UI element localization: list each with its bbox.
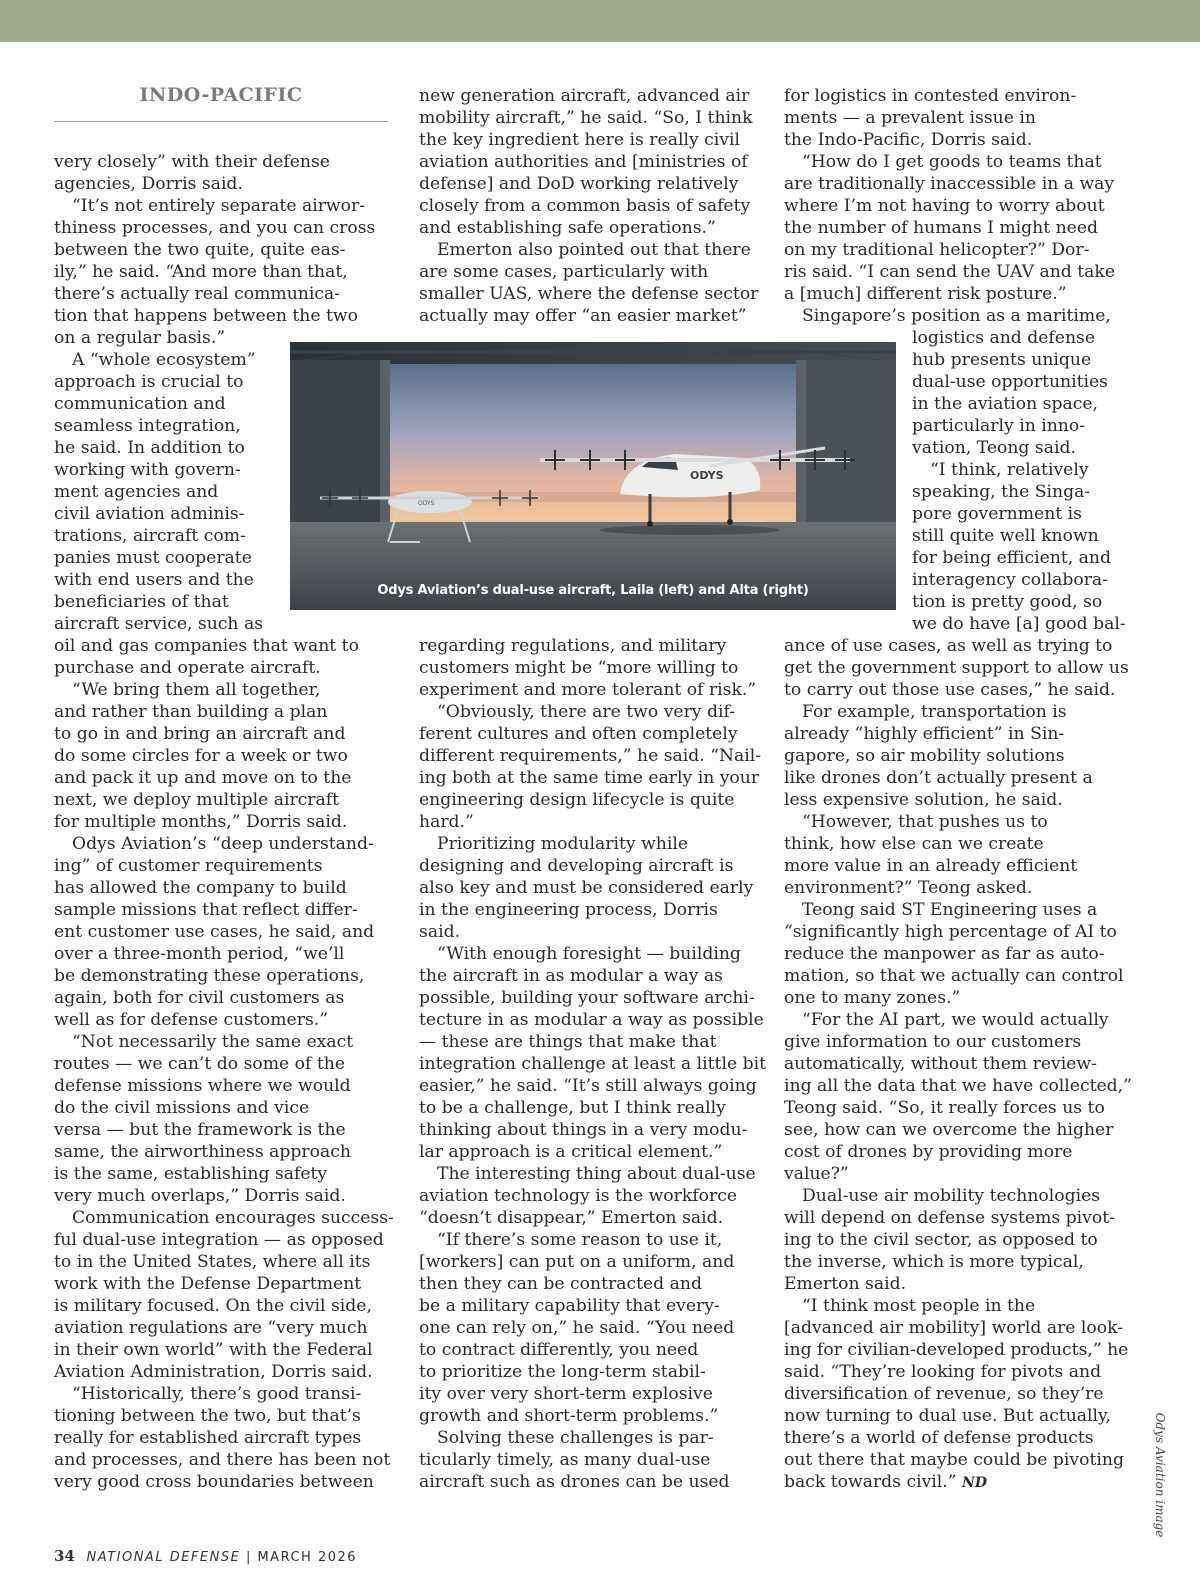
text-line: experiment and more tolerant of risk.” <box>419 680 757 700</box>
text-line: in their own world” with the Federal <box>54 1340 373 1360</box>
text-line: “How do I get goods to teams that <box>802 152 1102 172</box>
text-line: one can rely on,” he said. “You need <box>419 1318 735 1338</box>
text-line: is military focused. On the civil side, <box>54 1296 372 1316</box>
text-line: said. <box>419 922 461 942</box>
footer-separator: | <box>245 1550 252 1565</box>
text-line: [workers] can put on a uniform, and <box>419 1252 735 1272</box>
text-line: “Not necessarily the same exact <box>72 1032 354 1052</box>
section-label: INDO-PACIFIC <box>139 84 303 106</box>
text-line: and processes, and there has been not <box>54 1450 391 1470</box>
header-color-bar <box>0 0 1200 42</box>
text-line: ing” of customer requirements <box>54 856 323 876</box>
text-line: “With enough foresight — building <box>437 944 741 964</box>
text-line: already “highly efficient” in Sin- <box>784 724 1065 744</box>
text-line: ing to the civil sector, as opposed to <box>784 1230 1098 1250</box>
text-line: growth and short-term problems.” <box>419 1406 719 1426</box>
text-line: again, both for civil customers as <box>54 988 345 1008</box>
text-line: Aviation Administration, Dorris said. <box>54 1362 373 1382</box>
text-line: there’s actually real communica- <box>54 284 341 304</box>
aircraft-photo <box>290 342 896 610</box>
text-line: has allowed the company to build <box>54 878 347 898</box>
text-line: with end users and the <box>54 570 254 590</box>
text-line: smaller UAS, where the defense sector <box>419 284 759 304</box>
text-line: “It’s not entirely separate airwor- <box>72 196 366 216</box>
text-line: over a three-month period, “we’ll <box>54 944 345 964</box>
text-line: next, we deploy multiple aircraft <box>54 790 340 810</box>
text-line: between the two quite, quite eas- <box>54 240 346 260</box>
text-line: interagency collabora- <box>912 570 1108 590</box>
text-line: [advanced air mobility] world are look- <box>784 1318 1124 1338</box>
text-line: ing all the data that we have collected,” <box>784 1076 1132 1096</box>
column-2-top <box>419 85 764 327</box>
text-line: A “whole ecosystem” <box>72 350 256 370</box>
text-line: integration challenge at least a little bit <box>419 1054 766 1074</box>
photo-credit <box>1145 1412 1175 1538</box>
text-line: automatically, without them review- <box>784 1054 1097 1074</box>
text-line: For example, transportation is <box>802 702 1067 722</box>
text-line: like drones don’t actually present a <box>784 768 1093 788</box>
text-line: seamless integration, <box>54 416 241 436</box>
text-line: diversification of revenue, so they’re <box>784 1384 1104 1404</box>
text-line: very closely” with their defense <box>54 152 330 172</box>
image-caption: Odys Aviation’s dual-use aircraft, Laila (left) and Alta (right) <box>377 583 809 598</box>
column-3-bottom <box>784 635 1132 1493</box>
text-line: “Historically, there’s good transi- <box>72 1384 362 1404</box>
text-line: purchase and operate aircraft. <box>54 658 321 678</box>
text-line: for logistics in contested environ- <box>784 86 1077 106</box>
text-line: Solving these challenges is par- <box>437 1428 714 1448</box>
text-line: then they can be contracted and <box>419 1274 702 1294</box>
text-line: Emerton said. <box>784 1274 907 1294</box>
text-line: out there that maybe could be pivoting <box>784 1450 1124 1470</box>
text-line: to contract differently, you need <box>419 1340 699 1360</box>
text-line: ent customer use cases, he said, and <box>54 922 375 942</box>
text-line: hub presents unique <box>912 350 1092 370</box>
text-line: tecture in as modular a way as possible <box>419 1010 764 1030</box>
text-line: possible, building your software archi- <box>419 988 755 1008</box>
text-line: to carry out those use cases,” he said. <box>784 680 1116 700</box>
text-line: ful dual-use integration — as opposed <box>54 1230 384 1250</box>
sign-off: ND <box>962 1475 987 1491</box>
text-line: to in the United States, where all its <box>54 1252 371 1272</box>
text-line: closely from a common basis of safety <box>419 196 751 216</box>
text-line: one to many zones.” <box>784 988 961 1008</box>
text-line: beneficiaries of that <box>54 592 229 612</box>
text-line: oil and gas companies that want to <box>54 636 359 656</box>
text-line: thinking about things in a very modu- <box>419 1120 748 1140</box>
text-line: gapore, so air mobility solutions <box>784 746 1065 766</box>
text-line: Teong said. “So, it really forces us to <box>784 1098 1105 1118</box>
text-line: “doesn’t disappear,” Emerton said. <box>419 1208 724 1228</box>
text-line: and establishing safe operations.” <box>419 218 716 238</box>
text-line: back towards civil.” ND <box>784 1472 987 1492</box>
text-line: very much overlaps,” Dorris said. <box>54 1186 346 1206</box>
text-line: communication and <box>54 394 226 414</box>
text-line: different requirements,” he said. “Nail- <box>419 746 762 766</box>
text-line: on my traditional helicopter?” Dor- <box>784 240 1090 260</box>
text-line: the number of humans I might need <box>784 218 1099 238</box>
text-line: new generation aircraft, advanced air <box>419 86 750 106</box>
text-line: Odys Aviation’s “deep understand- <box>72 834 374 854</box>
text-line: mobility aircraft,” he said. “So, I think <box>419 108 753 128</box>
text-line: be a military capability that every- <box>419 1296 720 1316</box>
text-line: well as for defense customers.” <box>54 1010 329 1030</box>
text-line: Communication encourages success- <box>72 1208 394 1228</box>
text-line: “I think most people in the <box>802 1296 1036 1316</box>
text-line: tion is pretty good, so <box>912 592 1103 612</box>
text-line: agencies, Dorris said. <box>54 174 243 194</box>
text-line: versa — but the framework is the <box>54 1120 346 1140</box>
text-line: to be a challenge, but I think really <box>419 1098 726 1118</box>
text-line: and pack it up and move on to the <box>54 768 352 788</box>
text-line: working with govern- <box>54 460 241 480</box>
text-line: actually may offer “an easier market” <box>419 306 747 326</box>
text-line: approach is crucial to <box>54 372 244 392</box>
text-line: Dual-use air mobility technologies <box>802 1186 1101 1206</box>
text-line: really for established aircraft types <box>54 1428 362 1448</box>
text-line: ity over very short-term explosive <box>419 1384 713 1404</box>
text-line: defense missions where we would <box>54 1076 351 1096</box>
text-line: think, how else can we create <box>784 834 1044 854</box>
text-line: mation, so that we actually can control <box>784 966 1124 986</box>
text-line: aviation regulations are “very much <box>54 1318 368 1338</box>
text-line: engineering design lifecycle is quite <box>419 790 735 810</box>
text-line: environment?” Teong asked. <box>784 878 1033 898</box>
text-line: in the engineering process, Dorris <box>419 900 718 920</box>
section-rule <box>54 121 388 122</box>
text-line: aircraft such as drones can be used <box>419 1472 730 1492</box>
text-line: thiness processes, and you can cross <box>54 218 376 238</box>
text-line: get the government support to allow us <box>784 658 1129 678</box>
text-line: do some circles for a week or two <box>54 746 348 766</box>
text-line: value?” <box>784 1164 849 1184</box>
text-line: he said. In addition to <box>54 438 245 458</box>
text-line: tion that happens between the two <box>54 306 358 326</box>
text-line: vation, Teong said. <box>912 438 1076 458</box>
text-line: speaking, the Singa- <box>912 482 1091 502</box>
column-3-narrow <box>912 327 1127 635</box>
text-line: a [much] different risk posture.” <box>784 284 1067 304</box>
publication-name: NATIONAL DEFENSE <box>86 1550 241 1565</box>
text-line: now turning to dual use. But actually, <box>784 1406 1111 1426</box>
text-line: Singapore’s position as a maritime, <box>802 306 1111 326</box>
text-line: defense] and DoD working relatively <box>419 174 739 194</box>
text-line: logistics and defense <box>912 328 1096 348</box>
text-line: dual-use opportunities <box>912 372 1109 392</box>
text-line: and rather than building a plan <box>54 702 328 722</box>
text-line: to prioritize the long-term stabil- <box>419 1362 706 1382</box>
text-line: aircraft service, such as <box>54 614 264 634</box>
text-line: are some cases, particularly with <box>419 262 709 282</box>
text-line: aviation authorities and [ministries of <box>419 152 748 172</box>
text-line: “significantly high percentage of AI to <box>784 922 1117 942</box>
text-line: — these are things that make that <box>419 1032 717 1052</box>
text-line: for being efficient, and <box>912 548 1111 568</box>
text-line: ris said. “I can send the UAV and take <box>784 262 1115 282</box>
text-line: ily,” he said. “And more than that, <box>54 262 348 282</box>
text-line: ments — a prevalent issue in <box>784 108 1036 128</box>
text-line: be demonstrating these operations, <box>54 966 365 986</box>
text-line: less expensive solution, he said. <box>784 790 1063 810</box>
text-line: we do have [a] good bal- <box>912 614 1126 634</box>
text-line: Emerton also pointed out that there <box>437 240 751 260</box>
text-line: also key and must be considered early <box>419 878 754 898</box>
svg-text:ODYS: ODYS <box>690 469 724 482</box>
text-line: “Obviously, there are two very dif- <box>437 702 736 722</box>
text-line: lar approach is a critical element.” <box>419 1142 723 1162</box>
text-line: easier,” he said. “It’s still always going <box>419 1076 757 1096</box>
text-line: particularly in inno- <box>912 416 1086 436</box>
text-line: “For the AI part, we would actually <box>802 1010 1109 1030</box>
text-line: the Indo-Pacific, Dorris said. <box>784 130 1033 150</box>
text-line: “If there’s some reason to use it, <box>437 1230 723 1250</box>
column-2-bottom <box>419 635 764 1493</box>
text-line: designing and developing aircraft is <box>419 856 734 876</box>
text-line: more value in an already efficient <box>784 856 1078 876</box>
text-line: ing both at the same time early in your <box>419 768 760 788</box>
issue-date: MARCH 2026 <box>257 1550 358 1565</box>
text-line: regarding regulations, and military <box>419 636 727 656</box>
text-line: give information to our customers <box>784 1032 1082 1052</box>
text-line: see, how can we overcome the higher <box>784 1120 1114 1140</box>
text-line: there’s a world of defense products <box>784 1428 1094 1448</box>
photo-credit-text: Odys Aviation image <box>1153 1412 1167 1538</box>
text-line: The interesting thing about dual-use <box>437 1164 756 1184</box>
text-line: pore government is <box>912 504 1082 524</box>
text-line: the inverse, which is more typical, <box>784 1252 1084 1272</box>
text-line: civil aviation adminis- <box>54 504 245 524</box>
page-footer <box>54 1547 357 1565</box>
text-line: the key ingredient here is really civil <box>419 130 740 150</box>
text-line: “However, that pushes us to <box>802 812 1048 832</box>
text-line: customers might be “more willing to <box>419 658 739 678</box>
svg-text:ODYS: ODYS <box>418 500 435 507</box>
hangar-illustration <box>290 342 896 610</box>
text-line: cost of drones by providing more <box>784 1142 1073 1162</box>
text-line: “We bring them all together, <box>72 680 321 700</box>
text-line: are traditionally inaccessible in a way <box>784 174 1115 194</box>
text-line: trations, aircraft com- <box>54 526 246 546</box>
text-line: in the aviation space, <box>912 394 1098 414</box>
text-line: hard.” <box>419 812 474 832</box>
text-line: ment agencies and <box>54 482 219 502</box>
text-line: said. “They’re looking for pivots and <box>784 1362 1102 1382</box>
text-line: ticularly timely, as many dual-use <box>419 1450 711 1470</box>
text-line: reduce the manpower as far as auto- <box>784 944 1105 964</box>
text-line: very good cross boundaries between <box>54 1472 374 1492</box>
text-line: do the civil missions and vice <box>54 1098 310 1118</box>
text-line: ferent cultures and often completely <box>419 724 738 744</box>
text-line: Teong said ST Engineering uses a <box>802 900 1098 920</box>
text-line: same, the airworthiness approach <box>54 1142 351 1162</box>
text-line: is the same, establishing safety <box>54 1164 328 1184</box>
text-line: still quite well known <box>912 526 1099 546</box>
text-line: panies must cooperate <box>54 548 252 568</box>
text-line: aviation technology is the workforce <box>419 1186 738 1206</box>
text-line: work with the Defense Department <box>54 1274 362 1294</box>
text-line: ance of use cases, as well as trying to <box>784 636 1113 656</box>
text-line: Prioritizing modularity while <box>437 834 689 854</box>
page-number: 34 <box>54 1547 75 1565</box>
text-line: will depend on defense systems pivot- <box>784 1208 1115 1228</box>
text-line: for multiple months,” Dorris said. <box>54 812 348 832</box>
text-line: the aircraft in as modular a way as <box>419 966 724 986</box>
text-line: routes — we can’t do some of the <box>54 1054 346 1074</box>
text-line: ing for civilian-developed products,” he <box>784 1340 1129 1360</box>
text-line: where I’m not having to worry about <box>784 196 1105 216</box>
text-line: sample missions that reflect differ- <box>54 900 358 920</box>
column-3-top <box>784 85 1129 327</box>
text-line: to go in and bring an aircraft and <box>54 724 346 744</box>
text-line: “I think, relatively <box>930 460 1089 480</box>
text-line: tioning between the two, but that’s <box>54 1406 361 1426</box>
text-line: on a regular basis.” <box>54 328 226 348</box>
